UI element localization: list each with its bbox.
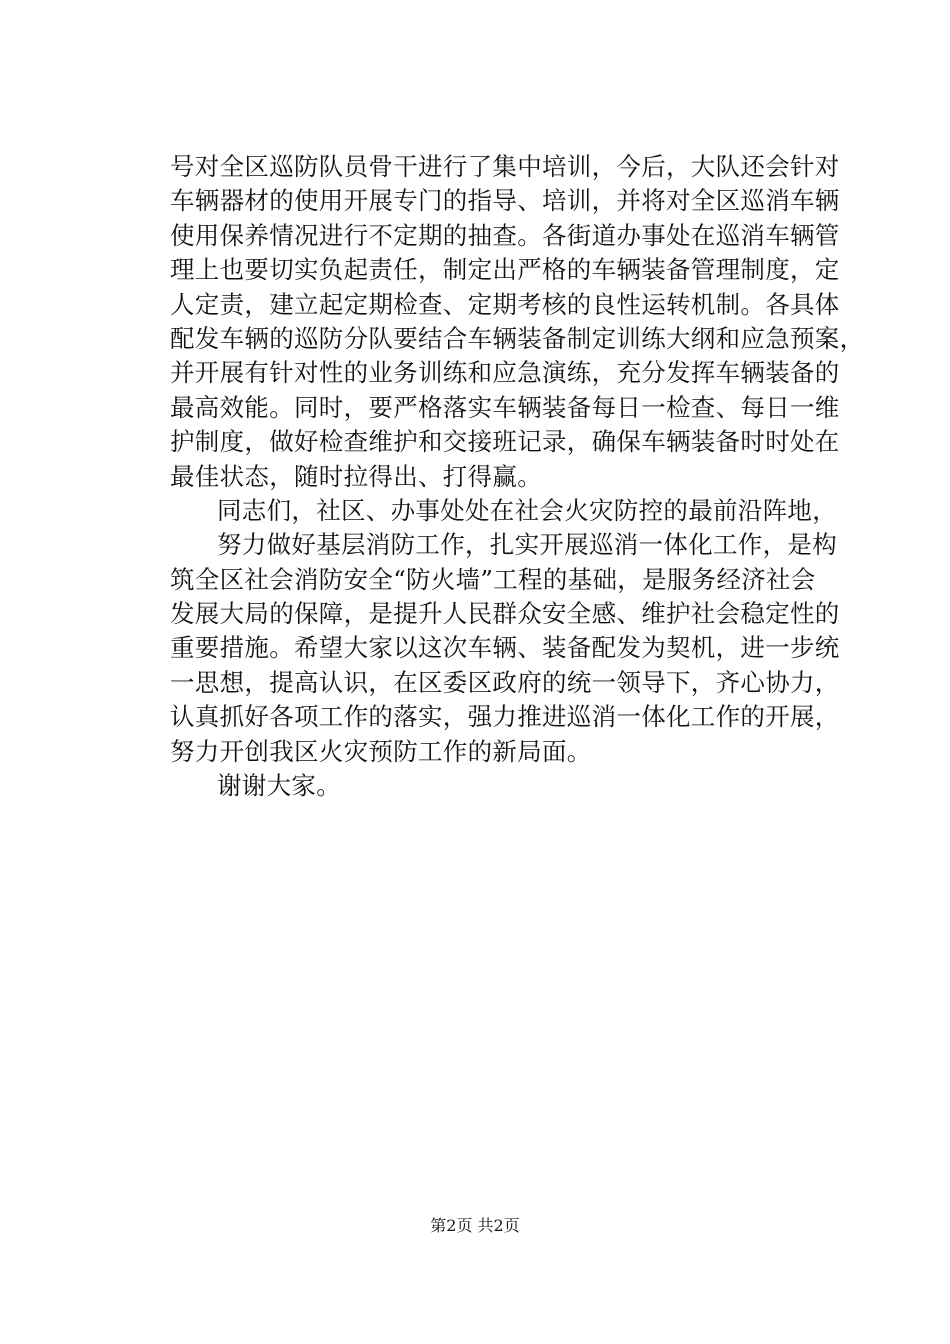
text-line: 配发车辆的巡防分队要结合车辆装备制定训练大纲和应急预案， [170, 323, 865, 353]
text-line: 理上也要切实负起责任，制定出严格的车辆装备管理制度，定 [170, 255, 840, 285]
document-body [170, 150, 865, 803]
text-line: 认真抓好各项工作的落实，强力推进巡消一体化工作的开展， [170, 702, 840, 732]
text-line: 最佳状态，随时拉得出、打得赢。 [170, 461, 542, 491]
closing-line: 谢谢大家。 [217, 771, 341, 801]
paragraph-start-line: 努力做好基层消防工作，扎实开展巡消一体化工作，是构 [217, 530, 837, 560]
paragraph-start-line: 同志们，社区、办事处处在社会火灾防控的最前沿阵地， [217, 495, 837, 525]
text-line: 号对全区巡防队员骨干进行了集中培训，今后，大队还会针对 [170, 152, 840, 181]
text-line: 并开展有针对性的业务训练和应急演练，充分发挥车辆装备的 [170, 358, 840, 388]
text-line: 车辆器材的使用开展专门的指导、培训，并将对全区巡消车辆 [170, 186, 840, 216]
text-line: 最高效能。同时，要严格落实车辆装备每日一检查、每日一维 [170, 392, 840, 422]
text-line: 人定责，建立起定期检查、定期考核的良性运转机制。各具体 [170, 289, 840, 319]
page-number-label: 第2页 共2页 [430, 1216, 520, 1235]
text-line: 发展大局的保障，是提升人民群众安全感、维护社会稳定性的 [170, 599, 840, 629]
text-line: 使用保养情况进行不定期的抽查。各街道办事处在巡消车辆管 [170, 220, 840, 250]
text-line: 筑全区社会消防安全“防火墙”工程的基础，是服务经济社会 [170, 564, 816, 594]
page-footer [0, 1216, 950, 1236]
text-line: 重要措施。希望大家以这次车辆、装备配发为契机，进一步统 [170, 633, 840, 663]
text-line: 努力开创我区火灾预防工作的新局面。 [170, 736, 592, 766]
text-line: 护制度，做好检查维护和交接班记录，确保车辆装备时时处在 [170, 427, 840, 457]
text-line: 一思想，提高认识，在区委区政府的统一领导下，齐心协力， [170, 667, 840, 697]
